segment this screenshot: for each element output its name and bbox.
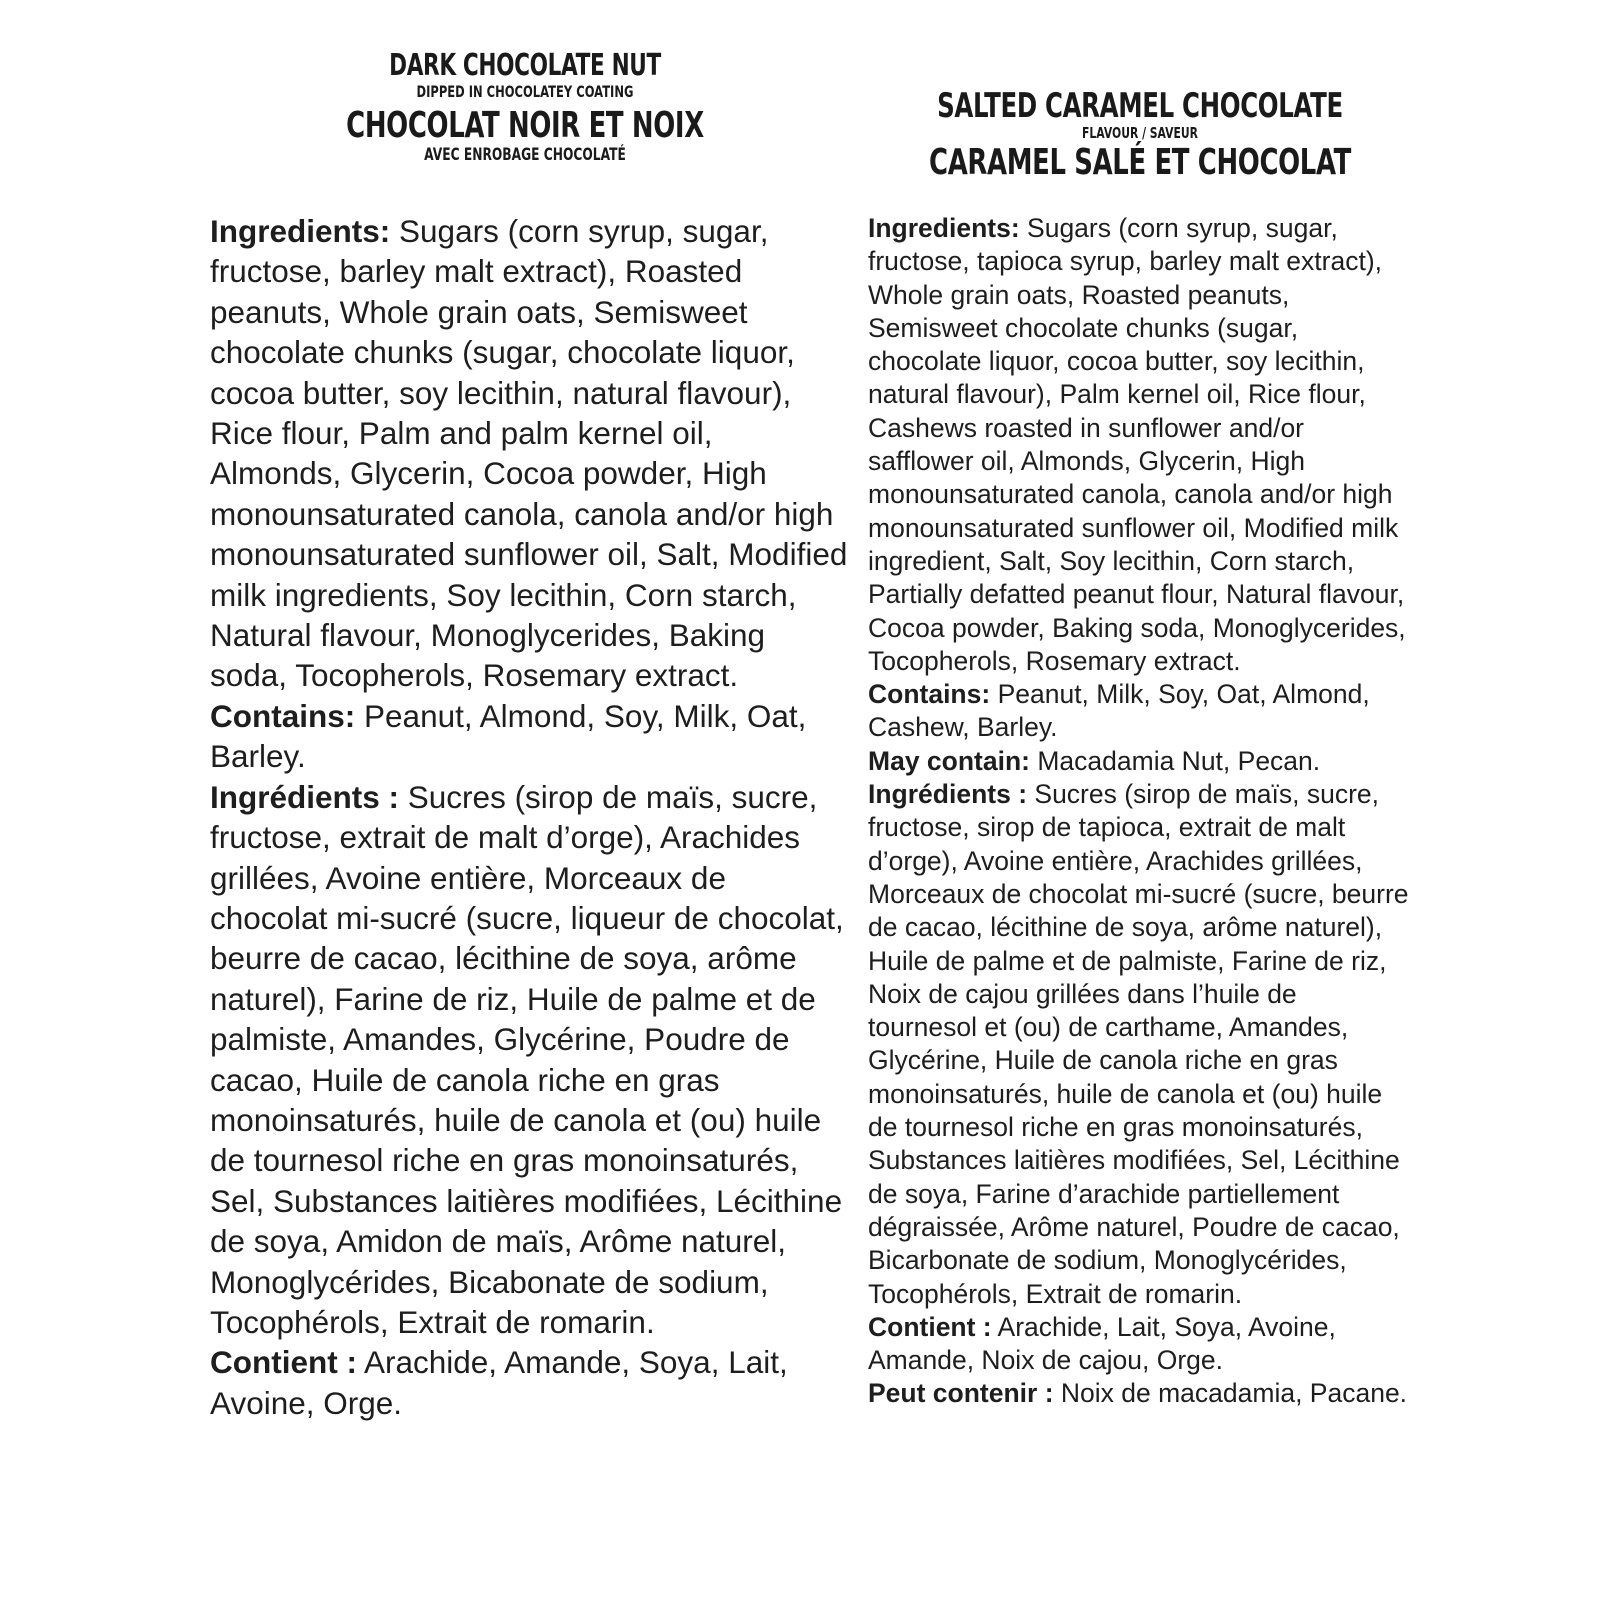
left-contains-en	[210, 696, 850, 777]
left-ingredients-en-label: Ingredients:	[210, 213, 391, 249]
left-product-heading	[215, 48, 835, 164]
left-ingredients-fr	[210, 777, 850, 1343]
right-contains-fr-text: Arachide, Lait, Soya, Avoine, Amande, Noix de cajou, Orge.	[868, 1311, 1336, 1376]
right-ingredients-en-text: Sugars (corn syrup, sugar, fructose, tapioca syrup, barley malt extract), Whole grain oats, Roasted peanuts, Semisweet chocolate chunks (sugar, chocolate liquor, cocoa butter, soy lecithin, natural flavour), Palm kernel oil, Rice flour, Cashews roasted in sunflower and/or safflower oil, Almonds, Glycerin, High monounsaturated canola, canola and/or high monounsaturated sunflower oil, Modified milk ingredient, Salt, Soy lecithin, Corn starch, Partially defatted peanut flour, Natural flavour, Cocoa powder, Baking soda, Monoglycerides, Tocopherols, Rosemary extract.	[868, 213, 1406, 676]
right-ingredients-en-label: Ingredients:	[868, 213, 1020, 243]
right-product-subtitle: FLAVOUR / SAVEUR	[1081, 123, 1199, 142]
right-product-heading	[830, 86, 1450, 183]
right-ingredients-column	[868, 212, 1413, 1411]
right-contains-en-label: Contains:	[868, 679, 991, 710]
right-product-name-fr: CARAMEL SALÉ ET CHOCOLAT	[929, 142, 1351, 184]
right-may-contain-en	[868, 745, 1413, 778]
right-may-contain-fr-label: Peut contenir :	[868, 1378, 1054, 1409]
right-product-name-en: SALTED CARAMEL CHOCOLATE	[937, 86, 1343, 126]
right-may-contain-en-label: May contain:	[868, 745, 1030, 776]
right-contains-en	[868, 678, 1413, 745]
left-product-subtitle-fr: AVEC ENROBAGE CHOCOLATÉ	[424, 144, 626, 165]
left-contains-en-text: Peanut, Almond, Soy, Milk, Oat, Barley.	[210, 697, 807, 775]
right-contains-fr-label: Contient :	[868, 1311, 992, 1342]
right-ingredients-fr-label: Ingrédients :	[868, 779, 1028, 810]
right-ingredients-fr-text: Sucres (sirop de maïs, sucre, fructose, sirop de tapioca, extrait de malt d’orge), Avoine entière, Arachides grillées, Morceaux de chocolat mi-sucré (sucre, beurre de cacao, lécithine de soya, arôme naturel), Huile de palme et de palmiste, Farine de riz, Noix de cajou grillées dans l’huile de tournesol et (ou) de carthame, Amandes, Glycérine, Huile de canola riche en gras monoinsaturés, huile de canola et (ou) huile de tournesol riche en gras monoinsaturés, Substances laitières modifiées, Sel, Lécithine de soya, Farine d’arachide partiellement dégraissée, Arôme naturel, Poudre de cacao, Bicarbonate de sodium, Monoglycérides, Tocophérols, Extrait de romarin.	[868, 779, 1409, 1309]
right-may-contain-fr-text: Noix de macadamia, Pacane.	[1060, 1378, 1408, 1409]
right-contains-fr	[868, 1311, 1413, 1378]
left-product-name-fr: CHOCOLAT NOIR ET NOIX	[346, 105, 704, 147]
right-contains-en-text: Peanut, Milk, Soy, Oat, Almond, Cashew, Barley.	[868, 679, 1370, 743]
right-may-contain-fr	[868, 1377, 1413, 1410]
left-product-subtitle-en: DIPPED IN CHOCOLATEY COATING	[416, 82, 634, 101]
left-contains-fr-label: Contient :	[210, 1344, 357, 1381]
left-product-name-en: DARK CHOCOLATE NUT	[389, 48, 661, 83]
left-ingredients-column	[210, 211, 850, 1423]
left-contains-en-label: Contains:	[210, 697, 356, 734]
right-may-contain-en-text: Macadamia Nut, Pecan.	[1037, 745, 1321, 776]
left-ingredients-en	[210, 211, 850, 696]
right-ingredients-fr	[868, 778, 1413, 1311]
left-contains-fr-text: Arachide, Amande, Soya, Lait, Avoine, Orge.	[210, 1344, 788, 1421]
left-ingredients-fr-label: Ingrédients :	[210, 778, 400, 815]
left-contains-fr	[210, 1342, 850, 1423]
left-ingredients-en-text: Sugars (corn syrup, sugar, fructose, barley malt extract), Roasted peanuts, Whole grain oats, Semisweet chocolate chunks (sugar, chocolate liquor, cocoa butter, soy lecithin, natural flavour), Rice flour, Palm and palm kernel oil, Almonds, Glycerin, Cocoa powder, High monounsaturated canola, canola and/or high monounsaturated sunflower oil, Salt, Modified milk ingredients, Soy lecithin, Corn starch, Natural flavour, Monoglycerides, Baking soda, Tocopherols, Rosemary extract.	[210, 213, 848, 694]
right-ingredients-en	[868, 212, 1413, 678]
left-ingredients-fr-text: Sucres (sirop de maïs, sucre, fructose, extrait de malt d’orge), Arachides grillées, Avoine entière, Morceaux de chocolat mi-sucré (sucre, liqueur de chocolat, beurre de cacao, lécithine de soya, arôme naturel), Farine de riz, Huile de palme et de palmiste, Amandes, Glycérine, Poudre de cacao, Huile de canola riche en gras monoinsaturés, huile de canola et (ou) huile de tournesol riche en gras monoinsaturés, Sel, Substances laitières modifiées, Lécithine de soya, Amidon de maïs, Arôme naturel, Monoglycérides, Bicabonate de sodium, Tocophérols, Extrait de romarin.	[210, 778, 844, 1340]
